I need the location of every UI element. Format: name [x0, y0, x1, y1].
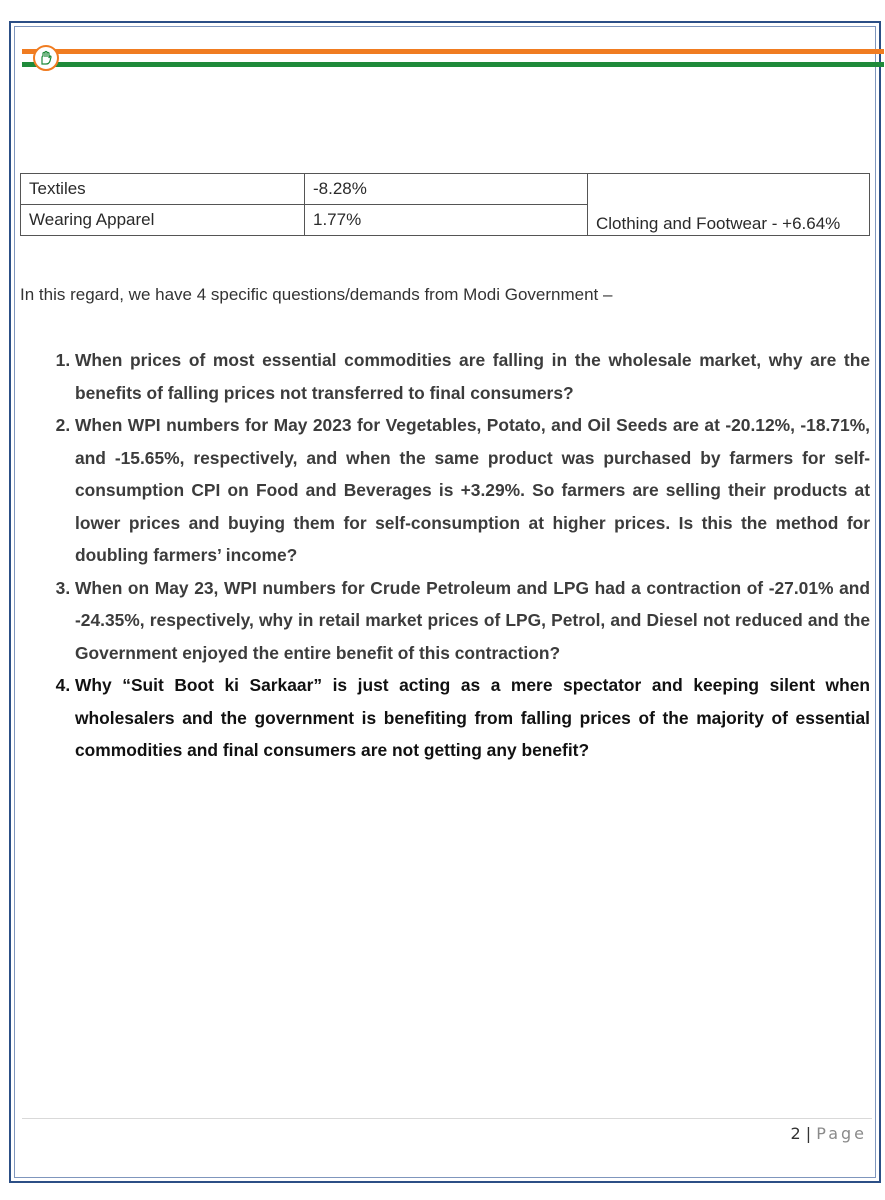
congress-hand-icon [33, 45, 59, 71]
page-number: 2 [790, 1124, 801, 1143]
questions-list [20, 344, 870, 767]
header-stripe-green [22, 62, 884, 67]
page-number-footer [791, 1124, 868, 1143]
page-label: Page [816, 1124, 867, 1143]
table-cell-merged-note: Clothing and Footwear - +6.64% [588, 174, 870, 236]
table-cell-value: -8.28% [305, 174, 588, 205]
list-item: 1. When prices of most essential commodities are falling in the wholesale market, why are the benefits of falling prices not transferred to final consumers? [75, 344, 870, 409]
list-item: 4. Why “Suit Boot ki Sarkaar” is just acting as a mere spectator and keeping silent when wholesalers and the government is benefiting from falling prices of the majority of essential commodities and final consumers are not getting any benefit? [75, 669, 870, 767]
footer-divider [22, 1118, 872, 1119]
list-item: 2. When WPI numbers for May 2023 for Vegetables, Potato, and Oil Seeds are at -20.12%, -18.71%, and -15.65%, respectively, and when the same product was purchased by farmers for self-consumption CPI on Food and Beverages is +3.29%. So farmers are selling their products at lower prices and buying them for self-consumption at higher prices. Is this the method for doubling farmers’ income? [75, 409, 870, 572]
intro-paragraph: In this regard, we have 4 specific questions/demands from Modi Government – [20, 285, 613, 304]
wpi-table [20, 173, 870, 236]
list-item: 3. When on May 23, WPI numbers for Crude Petroleum and LPG had a contraction of -27.01% and -24.35%, respectively, why in retail market prices of LPG, Petrol, and Diesel not reduced and the Government enjoyed the entire benefit of this contraction? [75, 572, 870, 670]
table-cell-item: Textiles [21, 174, 305, 205]
page-separator: | [805, 1124, 812, 1143]
table-cell-item: Wearing Apparel [21, 205, 305, 236]
table-row [21, 174, 870, 205]
header-stripe-orange [22, 49, 884, 54]
table-cell-value: 1.77% [305, 205, 588, 236]
